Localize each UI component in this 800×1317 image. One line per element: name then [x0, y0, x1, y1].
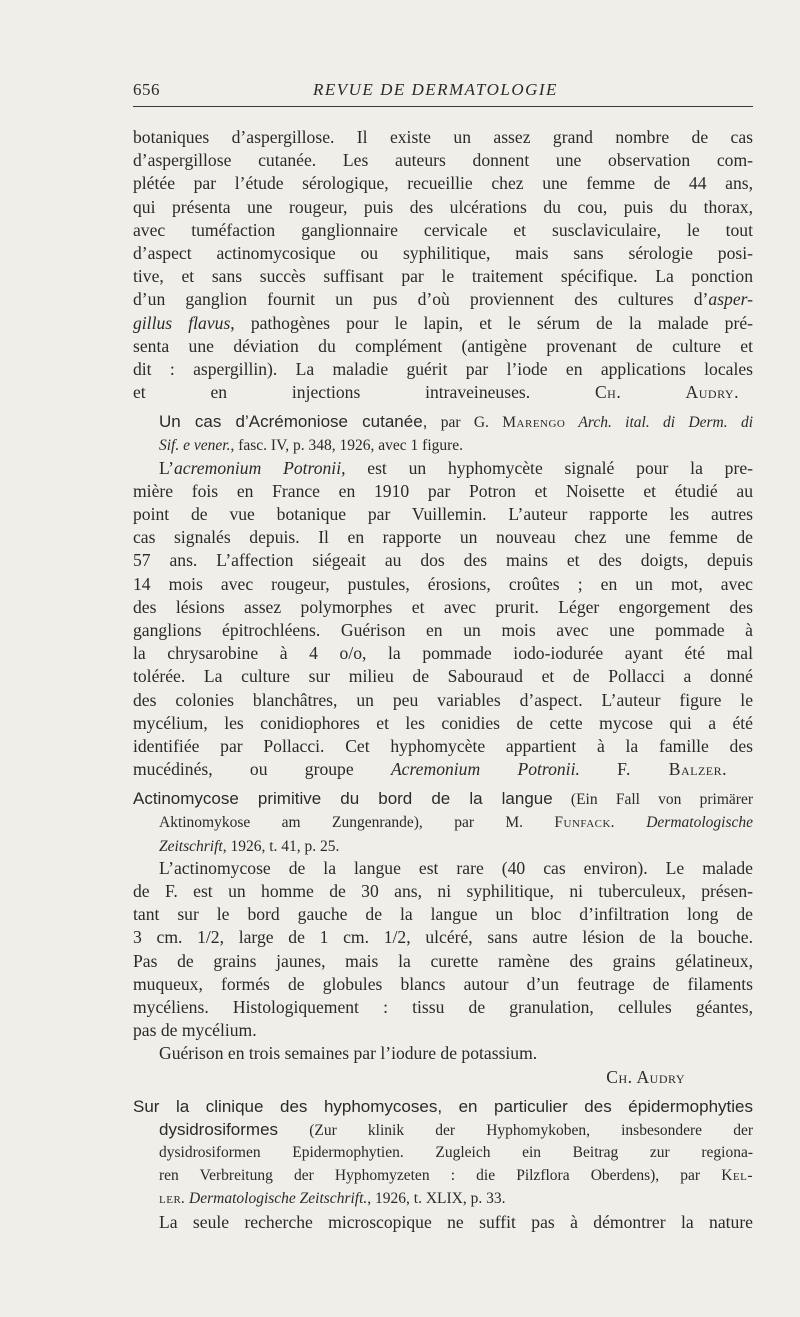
text-line: Pas de grains jaunes, mais la curette ramène des grains gélatineux, [133, 950, 753, 971]
review-title: Un cas d’Acrémoniose cutanée, [159, 412, 428, 432]
text-line: qui présenta une rougeur, puis des ulcérations du cou, puis du thorax, [133, 196, 753, 217]
text-line: botaniques d’aspergillose. Il existe un assez grand nombre de cas [133, 127, 753, 147]
text-line: senta une déviation du complément (antigène provenant de culture et [133, 335, 753, 356]
text-line [133, 381, 753, 404]
cited-author: Marengo [502, 414, 566, 432]
last-line-text: et en injections intraveineuses. [133, 382, 531, 403]
body-text [133, 126, 753, 1234]
text-line: 14 mois avec rougeur, pustules, érosions, croûtes ; en un mot, avec [133, 573, 753, 594]
cited-author: Kel- [721, 1167, 753, 1185]
text-line: des colonies blanchâtres, un peu variables d’aspect. L’auteur figure le [133, 689, 753, 710]
text-line: pas de mycélium. [133, 1020, 257, 1041]
text-line: point de vue botanique par Vuillemin. L’auteur rapporte les autres [133, 504, 753, 524]
cited-journal: Arch. ital. di Derm. di [565, 414, 753, 432]
review-title: Sur la clinique des hyphomycoses, en particulier des épidermophyties [133, 1096, 753, 1116]
review-hyphomycoses [133, 1095, 753, 1234]
text-line: L’actinomycose de la langue est rare (40 cas environ). Le malade [159, 857, 753, 878]
running-title: REVUE DE DERMATOLOGIE [313, 80, 558, 99]
review-author: Ch. Audry. [594, 382, 740, 403]
text-line: tive, et sans succès suffisant par le traitement spécifique. La ponction [133, 266, 753, 287]
text-line: cas signalés depuis. Il en rapporte un nouveau chez une femme de [133, 527, 753, 548]
text-line: de F. est un homme de 30 ans, ni syphilitique, ni tuberculeux, présen- [133, 881, 753, 901]
text-line: L’acremonium Potronii, est un hyphomycète signalé pour la pre- [159, 457, 753, 478]
text-line: muqueux, formés de globules blancs autour d’un feutrage de filaments [133, 973, 753, 994]
citation-line: Aktinomykose am Zungenrande), par M. Funfack. Dermatologische [159, 814, 753, 832]
review-actinomycose [133, 787, 753, 1088]
text-line: d’un ganglion fournit un pus d’où proviennent des cultures d’asper- [133, 289, 753, 310]
review-title-line: Actinomycose primitive du bord de la langue (Ein Fall von primärer [133, 789, 753, 809]
review-acremoniose [133, 410, 753, 781]
review-author-line [133, 1066, 753, 1089]
text-line: identifiée par Pollacci. Cet hyphomycète appartient à la famille des [133, 735, 753, 756]
citation-line: Sif. e vener., fasc. IV, p. 348, 1926, avec 1 figure. [159, 437, 464, 455]
cited-author: Funfack [554, 814, 611, 832]
review-title-line: dysidrosiformes (Zur klinik der Hyphomykoben, insbesondere der [159, 1119, 753, 1139]
text-line: plétée par l’étude sérologique, recueillie chez une femme de 44 ans, [133, 173, 753, 194]
text-line: d’aspergillose cutanée. Les auteurs donnent une observation com- [133, 150, 753, 171]
text-line: tant sur le bord gauche de la langue un bloc d’infiltration long de [133, 904, 753, 925]
text-line: la chrysarobine à 4 o/o, la pommade iodo-iodurée ayant été mal [133, 643, 753, 664]
page-number: 656 [133, 80, 160, 99]
text-line: mucédinés, ou groupe Acremonium Potronii. F. Balzer. [133, 759, 728, 780]
review-title: Actinomycose primitive du bord de la langue [133, 789, 553, 809]
review-aspergillose-continuation [133, 126, 753, 404]
text-line: La seule recherche microscopique ne suffit pas à démontrer la nature [159, 1211, 753, 1232]
cited-journal: . Dermatologische [610, 814, 753, 832]
text-line: d’aspect actinomycosique ou syphilitique, mais sans sérologie posi- [133, 242, 753, 263]
citation-line: ler. Dermatologische Zeitschrift., 1926, t. XLIX, p. 33. [159, 1190, 506, 1208]
text-line: tolérée. La culture sur milieu de Sabouraud et de Pollacci a donné [133, 666, 753, 687]
text-line: 3 cm. 1/2, large de 1 cm. 1/2, ulcéré, sans autre lésion de la bouche. [133, 927, 753, 948]
cited-journal: . Dermatologische Zeitschrift. [181, 1190, 368, 1208]
text-line: mycéliens. Histologiquement : tissu de granulation, cellules géantes, [133, 996, 753, 1017]
citation-line: ren Verbreitung der Hyphomyzeten : die Pilzflora Oberdens), par Kel- [159, 1167, 753, 1185]
citation-line: Zeitschrift, 1926, t. 41, p. 25. [159, 837, 340, 855]
review-title-line [133, 1095, 753, 1118]
text-line: dit : aspergillin). La maladie guérit par l’iode en applications locales [133, 358, 753, 379]
review-title-line: Un cas d’Acrémoniose cutanée, par G. Marengo Arch. ital. di Derm. di [159, 412, 753, 432]
text-line: mycélium, les conidiophores et les conidies de cette mycose qui a été [133, 712, 753, 733]
review-author: Ch. Audry [606, 1066, 685, 1087]
text-line: Guérison en trois semaines par l’iodure de potassium. [159, 1043, 538, 1064]
text-line: mière fois en France en 1910 par Potron et Noisette et étudié au [133, 480, 753, 501]
review-author: F. Balzer. [617, 759, 728, 780]
text-line: ganglions épitrochléens. Guérison en un mois avec une pommade à [133, 619, 753, 640]
citation-line: dysidrosiformen Epidermophytien. Zugleich ein Beitrag zur regiona- [159, 1144, 753, 1162]
page-header [133, 80, 753, 107]
text-line: des lésions assez polymorphes et avec prurit. Léger engorgement des [133, 596, 753, 617]
text-line: 57 ans. L’affection siégeait au dos des mains et des doigts, depuis [133, 550, 753, 571]
text-line: avec tuméfaction ganglionnaire cervicale et susclaviculaire, le tout [133, 219, 753, 240]
text-line: gillus flavus, pathogènes pour le lapin, et le sérum de la malade pré- [133, 312, 753, 333]
